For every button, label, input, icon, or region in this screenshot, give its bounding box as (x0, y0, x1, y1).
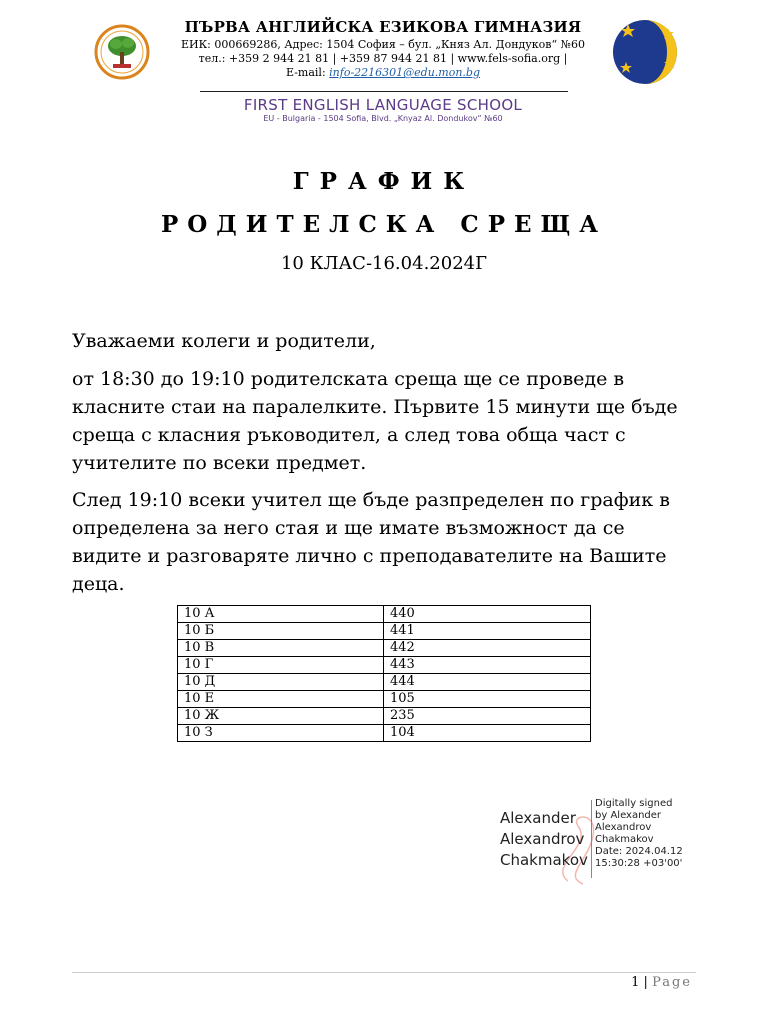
eu-moon-emblem (608, 14, 682, 88)
school-tree-logo (80, 22, 164, 82)
table-row (178, 623, 591, 640)
table-row (178, 640, 591, 657)
paragraph-1-text: от 18:30 до 19:10 родителската среща ще се проведе в класните стаи на паралелките. Първите 15 минути ще бъде среща с класния ръководител, а след това обща част с учителите по всеки предмет. (72, 368, 678, 474)
class-cell: 10 Д (178, 674, 384, 691)
page-separator: | (639, 975, 653, 990)
class-cell: 10 Г (178, 657, 384, 674)
room-cell: 443 (384, 657, 591, 674)
document-title: ГРАФИК (292, 168, 476, 195)
class-cell: 10 З (178, 725, 384, 742)
greeting-text: Уважаеми колеги и родители, (72, 330, 376, 352)
table-row (178, 657, 591, 674)
room-cell: 104 (384, 725, 591, 742)
header-divider (200, 91, 568, 92)
header-registry-address: ЕИК: 000669286, Адрес: 1504 София – бул. „Княз Ал. Дондуков“ №60 (181, 38, 585, 51)
document-subtitle: РОДИТЕЛСКА СРЕЩА (160, 211, 608, 238)
table-row (178, 725, 591, 742)
document-class-date: 10 КЛАС-16.04.2024Г (280, 253, 488, 274)
paragraph-2-text: След 19:10 всеки учител ще бъде разпределен по график в определена за него стая и ще имате възможност да се видите и разговаряте лично с преподавателите на Вашите деца. (72, 489, 670, 595)
signature-detail: Chakmakov (595, 834, 654, 845)
table-row (178, 674, 591, 691)
signer-last-name: Chakmakov (500, 851, 588, 869)
room-cell: 442 (384, 640, 591, 657)
class-cell: 10 Б (178, 623, 384, 640)
paragraph-teachers (72, 486, 700, 598)
email-link[interactable]: info-2216301@edu.mon.bg (329, 66, 481, 79)
class-cell: 10 Ж (178, 708, 384, 725)
page-footer (631, 975, 692, 990)
class-room-table (177, 605, 591, 742)
paragraph-schedule (72, 365, 700, 477)
signer-name (500, 808, 588, 871)
signer-middle-name: Alexandrov (500, 830, 585, 848)
school-name-en: FIRST ENGLISH LANGUAGE SCHOOL (243, 96, 523, 114)
table-row (178, 606, 591, 623)
email-label: E-mail: (285, 66, 330, 79)
header-email-line (168, 66, 598, 80)
table-row (178, 708, 591, 725)
signature-detail: Alexandrov (595, 822, 652, 833)
page-number: 1 (631, 975, 640, 990)
room-cell: 440 (384, 606, 591, 623)
header-contacts: тел.: +359 2 944 21 81 | +359 87 944 21 81 | www.fels-sofia.org | (198, 52, 568, 65)
table-row (178, 691, 591, 708)
digital-signature[interactable] (500, 798, 700, 888)
room-cell: 235 (384, 708, 591, 725)
footer-divider (72, 972, 696, 973)
signature-details (595, 798, 683, 870)
signature-detail: Digitally signed (595, 798, 673, 809)
signature-date: Date: 2024.04.12 (595, 846, 683, 857)
address-en: EU - Bulgaria - 1504 Sofia, Blvd. „Knyaz Al. Dondukov“ №60 (263, 114, 503, 123)
class-cell: 10 Е (178, 691, 384, 708)
room-cell: 444 (384, 674, 591, 691)
school-name-bg: ПЪРВА АНГЛИЙСКА ЕЗИКОВА ГИМНАЗИЯ (184, 18, 582, 36)
signature-divider (591, 800, 592, 878)
class-cell: 10 А (178, 606, 384, 623)
room-cell: 105 (384, 691, 591, 708)
signature-detail: by Alexander (595, 810, 662, 821)
room-cell: 441 (384, 623, 591, 640)
page-word: Page (652, 975, 692, 990)
letterhead (0, 0, 768, 130)
signer-first-name: Alexander (500, 809, 576, 827)
greeting (72, 327, 700, 355)
class-cell: 10 В (178, 640, 384, 657)
signature-time: 15:30:28 +03'00' (595, 858, 683, 869)
